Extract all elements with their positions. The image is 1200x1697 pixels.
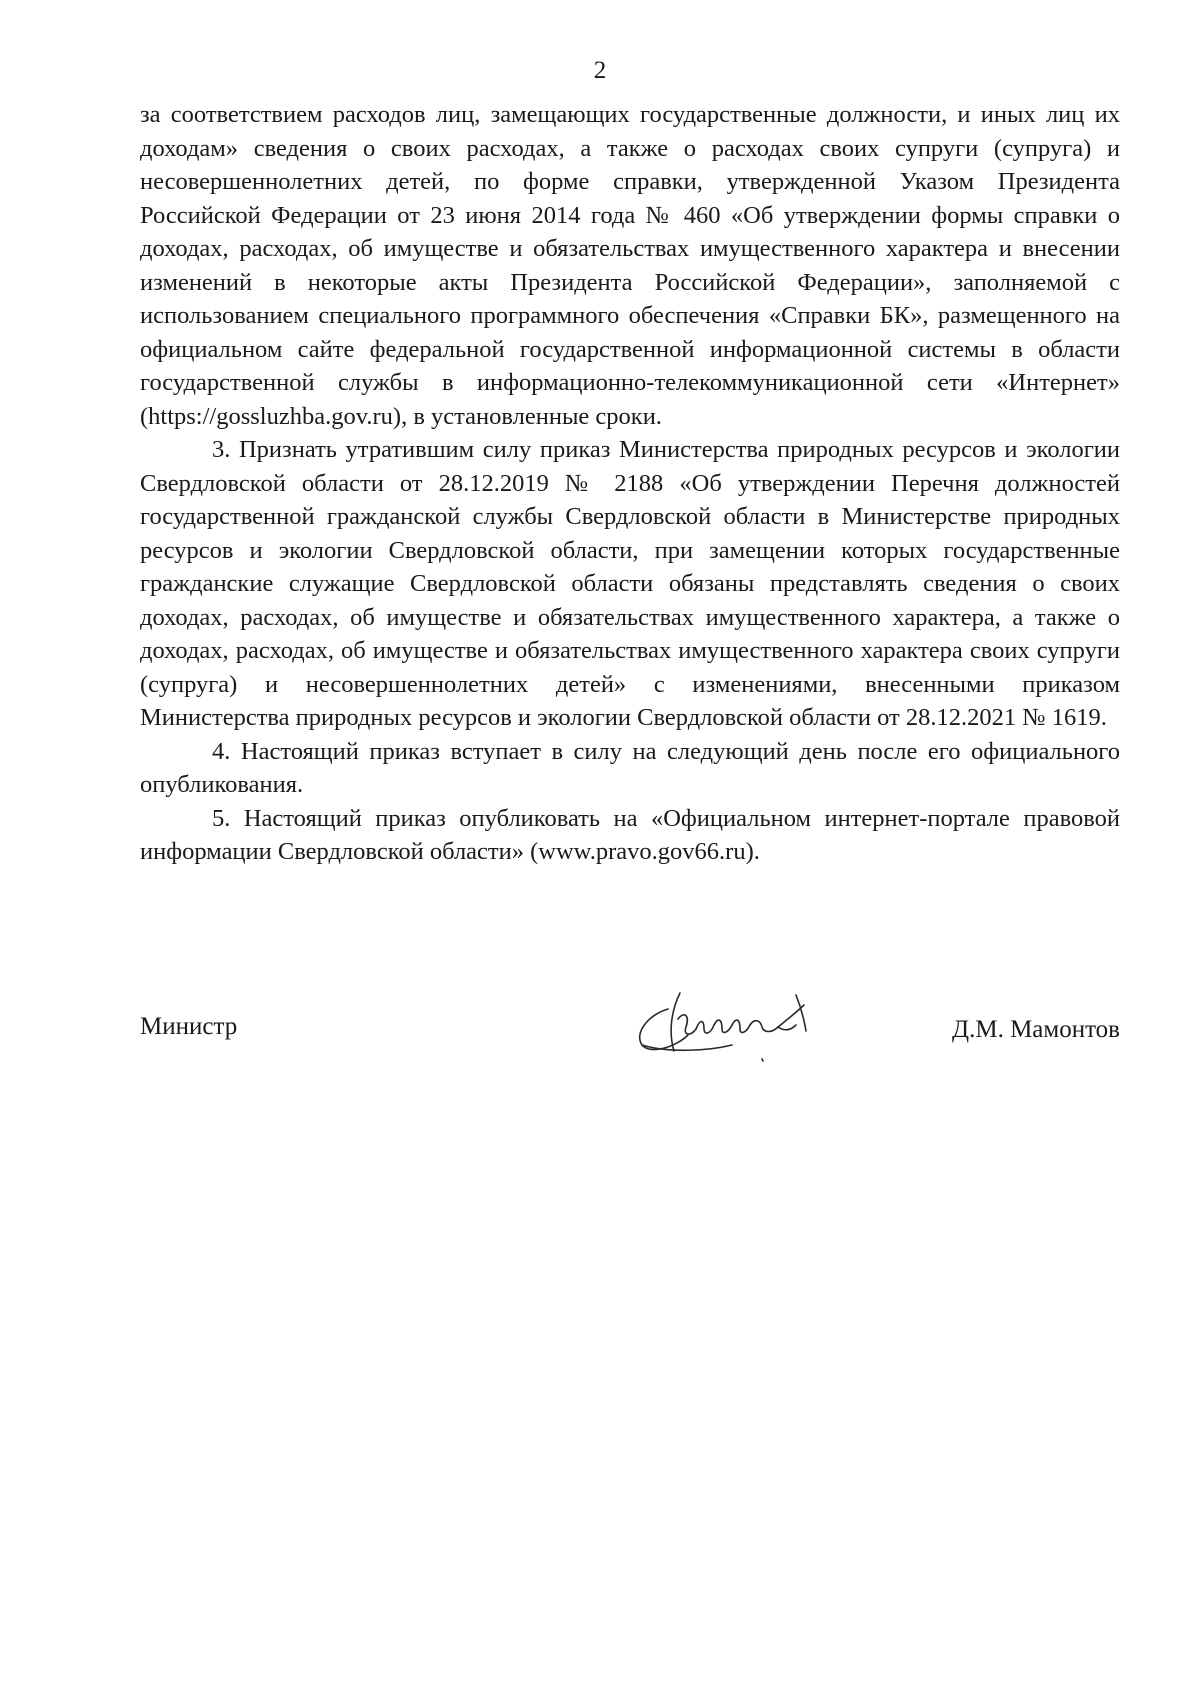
signature-block <box>140 975 1120 1065</box>
page-number: 2 <box>593 57 607 84</box>
paragraph-item-3: 3. Признать утратившим силу приказ Министерства природных ресурсов и экологии Свердловской области от 28.12.2019 № 2188 «Об утверждении Перечня должностей государственной гражданской службы Свердловской области в Министерстве природных ресурсов и экологии Свердловской области, при замещении которых государственные гражданские служащие Свердловской области обязаны представлять сведения о своих доходах, расходах, об имуществе и обязательствах имущественного характера, а также о доходах, расходах, об имуществе и обязательствах имущественного характера своих супруги (супруга) и несовершеннолетних детей» с изменениями, внесенными приказом Министерства природных ресурсов и экологии Свердловской области от 28.12.2021 № 1619. <box>140 436 1120 731</box>
handwritten-signature <box>628 975 848 1065</box>
document-body <box>140 98 1120 869</box>
paragraph-item-4: 4. Настоящий приказ вступает в силу на следующий день после его официального опубликования. <box>140 737 1120 798</box>
paragraph-item-5: 5. Настоящий приказ опубликовать на «Официальном интернет-портале правовой информации Свердловской области» (www.pravo.gov66.ru). <box>140 804 1120 865</box>
signatory-position: Министр <box>140 1013 238 1040</box>
paragraph-continuation: за соответствием расходов лиц, замещающих государственные должности, и иных лиц их доходам» сведения о своих расходах, а также о расходах своих супруги (супруга) и несовершеннолетних детей, по форме справки, утвержденной Указом Президента Российской Федерации от 23 июня 2014 года № 460 «Об утверждении формы справки о доходах, расходах, об имуществе и обязательствах имущественного характера и внесении изменений в некоторые акты Президента Российской Федерации», заполняемой с использованием специального программного обеспечения «Справки БК», размещенного на официальном сайте федеральной государственной информационной системы в области государственной службы в информационно-телекоммуникационной сети «Интернет» (https://gossluzhba.gov.ru), в установленные сроки. <box>140 101 1120 430</box>
signatory-name: Д.М. Мамонтов <box>952 1016 1120 1043</box>
